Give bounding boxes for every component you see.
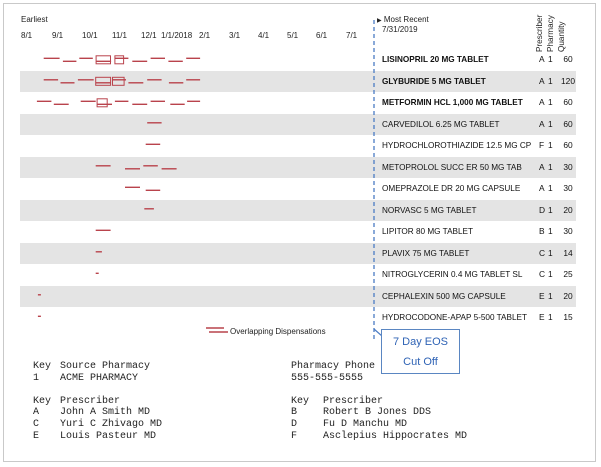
- medication-name: HYDROCHLOROTHIAZIDE 12.5 MG CP: [382, 141, 532, 150]
- footer-key-label-2: Key: [33, 396, 52, 407]
- overlap-box: [113, 77, 125, 85]
- pharmacy-code: 1: [548, 290, 553, 301]
- tick-label: 5/1: [287, 31, 299, 40]
- callout-line-1: 7 Day EOS: [392, 336, 449, 348]
- tick-label: 6/1: [316, 31, 328, 40]
- column-quantity: Quantity: [557, 21, 566, 52]
- pharmacy-code: 1: [548, 183, 553, 193]
- prescriber-code: A: [539, 161, 545, 172]
- pharmacy-code: 1: [548, 204, 553, 215]
- prescriber-right-1-name: Fu D Manchu MD: [323, 419, 408, 430]
- overlap-box: [96, 56, 110, 64]
- pharmacy-code: 1: [548, 118, 553, 129]
- earliest-label: Earliest: [21, 15, 48, 24]
- tick-label: 1/1/2018: [161, 31, 193, 40]
- medication-name: PLAVIX 75 MG TABLET: [382, 248, 470, 258]
- pharmacy-code: 1: [548, 226, 553, 236]
- quantity-value: 15: [563, 312, 573, 322]
- footer-pharmacy-phone: 555-555-5555: [291, 373, 364, 384]
- pharmacy-code: 1: [548, 161, 553, 172]
- footer-prescriber-label: Prescriber: [60, 396, 121, 407]
- tick-label: 4/1: [258, 31, 270, 40]
- prescriber-code: A: [539, 118, 545, 129]
- column-pharmacy: Pharmacy: [546, 15, 555, 52]
- overlap-box: [96, 77, 111, 85]
- prescriber-right-2-key: F: [291, 431, 298, 442]
- tick-label: 9/1: [52, 31, 64, 40]
- tick-label: 8/1: [21, 31, 33, 40]
- footer-source-pharmacy-label: Source Pharmacy: [60, 361, 151, 372]
- medication-name: LIPITOR 80 MG TABLET: [382, 227, 474, 236]
- medication-name: LISINOPRIL 20 MG TABLET: [382, 55, 489, 64]
- footer-key-label: Key: [33, 361, 52, 372]
- quantity-value: 60: [563, 118, 573, 129]
- prescriber-left-1-name: Yuri C Zhivago MD: [60, 419, 163, 430]
- pharmacy-code: 1: [548, 247, 553, 258]
- medication-name: METOPROLOL SUCC ER 50 MG TAB: [382, 162, 522, 172]
- prescriber-code: E: [539, 312, 545, 322]
- tick-label: 7/1: [346, 31, 358, 40]
- eos-cutoff-callout: [381, 329, 460, 374]
- column-prescriber: Prescriber: [535, 14, 544, 52]
- quantity-value: 60: [563, 140, 573, 150]
- tick-label: 3/1: [229, 31, 241, 40]
- tick-label: 10/1: [82, 31, 98, 40]
- prescriber-code: A: [539, 183, 545, 193]
- prescriber-code: C: [539, 269, 546, 279]
- medication-name: NORVASC 5 MG TABLET: [382, 205, 477, 215]
- prescriber-left-2-key: E: [33, 431, 40, 442]
- medication-name: HYDROCODONE-APAP 5-500 TABLET: [382, 313, 527, 322]
- quantity-value: 60: [563, 97, 573, 107]
- tick-label: 12/1: [141, 31, 157, 40]
- prescriber-code: A: [539, 54, 545, 64]
- footer-pharmacy-name: ACME PHARMACY: [60, 373, 139, 384]
- overlap-box: [97, 99, 107, 107]
- quantity-value: 25: [563, 269, 573, 279]
- quantity-value: 60: [563, 54, 573, 64]
- quantity-value: 14: [563, 247, 573, 258]
- legend-label: Overlapping Dispensations: [230, 327, 326, 336]
- quantity-value: 30: [563, 226, 573, 236]
- footer-pharmacy-phone-label: Pharmacy Phone: [291, 361, 376, 372]
- pharmacy-code: 1: [548, 75, 553, 86]
- medication-name: OMEPRAZOLE DR 20 MG CAPSULE: [382, 184, 521, 193]
- quantity-value: 30: [563, 183, 573, 193]
- prescriber-code: A: [539, 75, 545, 86]
- prescriber-code: C: [539, 247, 546, 258]
- medication-name: CARVEDILOL 6.25 MG TABLET: [382, 119, 500, 129]
- quantity-value: 30: [563, 161, 573, 172]
- pharmacy-code: 1: [548, 312, 553, 322]
- callout-line-2: Cut Off: [403, 356, 438, 368]
- medication-name: NITROGLYCERIN 0.4 MG TABLET SL: [382, 270, 523, 279]
- prescriber-right-0-key: B: [291, 407, 298, 418]
- footer-pharmacy-key: 1: [33, 373, 40, 384]
- quantity-value: 120: [561, 75, 575, 86]
- most-recent-date: 7/31/2019: [382, 25, 418, 34]
- quantity-value: 20: [563, 204, 573, 215]
- pharmacy-code: 1: [548, 97, 553, 107]
- prescriber-right-0-name: Robert B Jones DDS: [323, 407, 432, 418]
- quantity-value: 20: [563, 290, 573, 301]
- tick-label: 2/1: [199, 31, 211, 40]
- prescriber-code: A: [539, 97, 545, 107]
- prescriber-right-1-key: D: [291, 419, 298, 430]
- prescriber-left-2-name: Louis Pasteur MD: [60, 431, 157, 442]
- prescriber-right-2-name: Asclepius Hippocrates MD: [323, 431, 468, 442]
- medication-name: CEPHALEXIN 500 MG CAPSULE: [382, 291, 506, 301]
- overlap-box: [115, 56, 124, 64]
- most-recent-text: Most Recent: [383, 15, 429, 24]
- medication-name: METFORMIN HCL 1,000 MG TABLET: [382, 98, 523, 107]
- prescriber-code: B: [539, 226, 545, 236]
- prescriber-code: E: [539, 290, 545, 301]
- pharmacy-code: 1: [548, 140, 553, 150]
- pharmacy-code: 1: [548, 54, 553, 64]
- legend-swatch: [206, 325, 232, 337]
- tick-label: 11/1: [112, 31, 127, 40]
- prescriber-left-0-key: A: [33, 407, 40, 418]
- footer-prescriber-label-2: Prescriber: [323, 396, 384, 407]
- prescriber-code: D: [539, 204, 546, 215]
- pharmacy-code: 1: [548, 269, 553, 279]
- footer-key-label-3: Key: [291, 396, 310, 407]
- prescriber-code: F: [539, 140, 545, 150]
- prescriber-left-0-name: John A Smith MD: [60, 407, 151, 418]
- prescriber-left-1-key: C: [33, 419, 40, 430]
- triangle-icon: ▶: [377, 18, 382, 24]
- medication-name: GLYBURIDE 5 MG TABLET: [382, 76, 486, 86]
